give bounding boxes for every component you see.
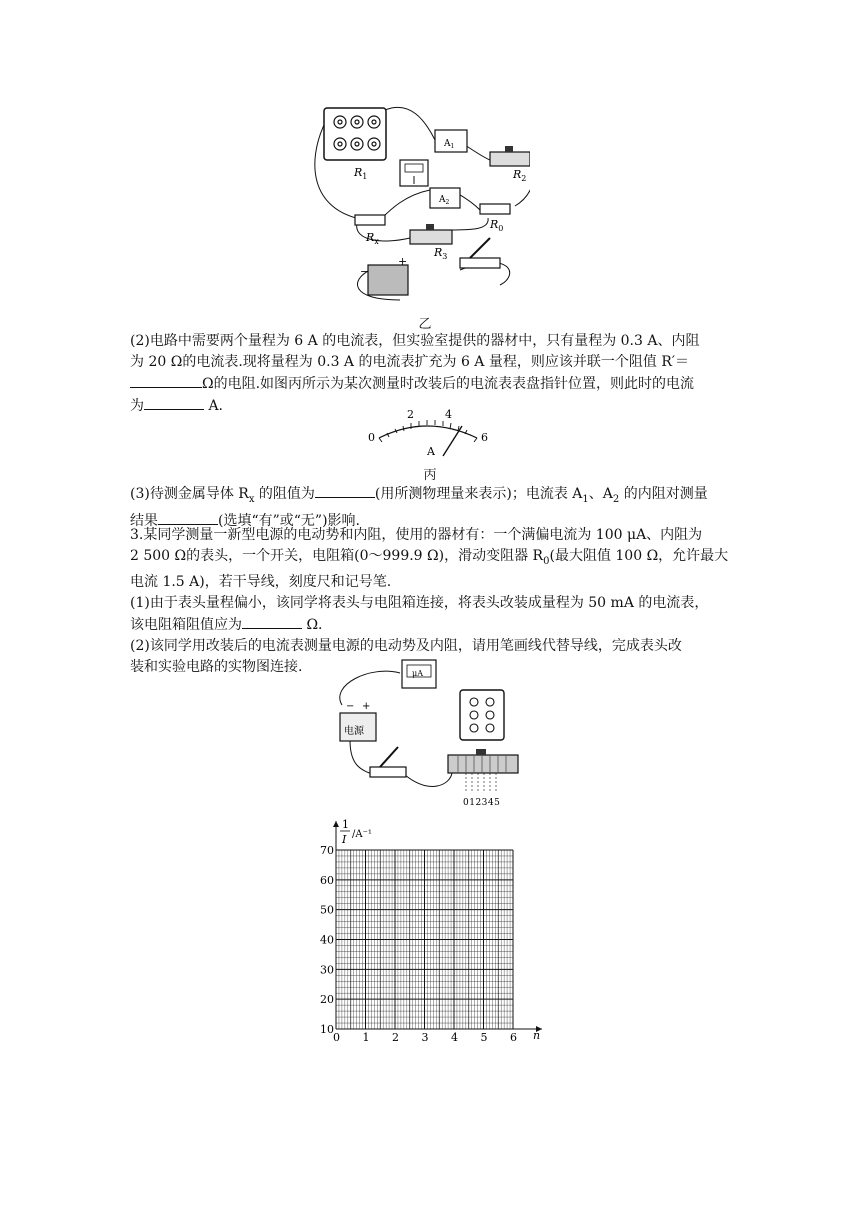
chart-grid	[336, 850, 513, 1029]
answer-blank-resistance[interactable]	[130, 373, 202, 388]
rheostat-scale-label: 012345	[463, 798, 501, 808]
resistor-r0	[480, 204, 510, 214]
x-axis-label: n	[533, 1029, 541, 1042]
p3-line-7: 装和实验电路的实物图连接.	[130, 658, 303, 675]
label-r2: $R_2$	[513, 168, 527, 183]
label-a2: $A_2$	[439, 195, 450, 206]
q2-line-1: (2)电路中需要两个量程为 6 A 的电流表，但实验室提供的器材中，只有量程为 0.3 A、内阻	[130, 333, 700, 349]
dial-needle	[443, 426, 462, 456]
y-axis-label-unit: /A⁻¹	[352, 829, 372, 840]
power-source-label: 电源	[344, 726, 364, 737]
circuit-figure-2	[330, 655, 530, 813]
circuit-figure-yi	[310, 100, 530, 320]
dial-tick-0: 0	[368, 431, 375, 444]
label-r3: $R_3$	[434, 246, 448, 261]
p3-line-4: (1)由于表头量程偏小，该同学将表头与电阻箱连接，将表头改装成量程为 50 mA 的电流表，	[130, 594, 709, 611]
chart-axes	[333, 821, 542, 1032]
q2-line-3: Ω的电阻.如图丙所示为某次测量时改装后的电流表表盘指针位置，则此时的电流	[130, 373, 735, 395]
q3-line-1: (3)待测金属导体 $R_x$ 的阻值为 (用所测物理量来表示)；电流表 $A_1$、$A_2$ 的内阻对测量	[130, 483, 735, 510]
label-a1: $A_1$	[444, 139, 455, 150]
answer-blank-box-resistance[interactable]	[242, 614, 302, 629]
battery-plus-label: +	[398, 255, 408, 268]
x-tick-label: 5	[480, 1031, 488, 1044]
answer-blank-current[interactable]	[144, 395, 204, 410]
rheostat-r3	[410, 230, 452, 244]
y-tick-label: 40	[320, 933, 334, 947]
figure-yi-caption: 乙	[418, 317, 432, 332]
microammeter-label: μA	[412, 669, 423, 678]
y-tick-label: 20	[320, 993, 334, 1007]
dial-tick-2: 2	[407, 408, 414, 421]
resistance-box	[460, 690, 504, 740]
y-tick-label: 50	[320, 903, 334, 917]
switch-2	[370, 767, 406, 777]
p3-line-6: (2)该同学用改装后的电流表测量电源的电动势及内阻，请用笔画线代替导线，完成表头改	[130, 637, 682, 654]
label-r0: $R_0$	[490, 218, 504, 233]
ammeter-dial-bing	[365, 408, 495, 468]
x-tick-label: 3	[421, 1031, 429, 1044]
dial-tick-4: 4	[445, 408, 452, 421]
answer-blank-rx[interactable]	[315, 483, 375, 498]
y-tick-label: 10	[320, 1023, 334, 1036]
x-tick-label: 4	[451, 1031, 458, 1044]
y-axis-label-denominator: I	[342, 833, 347, 846]
y-axis-arrow	[333, 821, 339, 827]
rheostat-r2	[490, 152, 530, 166]
q2-line-2: 为 20 Ω的电流表.现将量程为 0.3 A 的电流表扩充为 6 A 量程，则应该并联一个阻值 R′＝	[130, 354, 690, 370]
y-tick-label: 60	[320, 873, 334, 887]
x-tick-label: 6	[510, 1031, 517, 1044]
p3-line-1: 3.某同学测量一新型电源的电动势和内阻，使用的器材有：一个满偏电流为 100 μA、内阻为	[130, 527, 703, 543]
inverse-current-vs-n-chart	[300, 815, 560, 1047]
y-tick-label: 70	[320, 844, 334, 857]
y-axis-label-numerator: 1	[342, 818, 349, 831]
x-tick-label: 1	[362, 1031, 370, 1044]
x-tick-label: 0	[333, 1031, 340, 1044]
dial-unit: A	[427, 445, 435, 458]
battery-minus-label: −	[360, 265, 370, 278]
dial-tick-6: 6	[481, 431, 488, 444]
battery	[368, 265, 408, 295]
figure-bing-caption: 丙	[423, 468, 437, 483]
p3-line-3: 电流 1.5 A)，若干导线，刻度尺和记号笔.	[130, 573, 392, 590]
label-r1: $R_1$	[354, 166, 368, 181]
answer-blank-effect[interactable]	[158, 510, 218, 525]
slide-rheostat	[448, 755, 518, 773]
source-plus-label: +	[362, 701, 371, 712]
source-minus-label: −	[346, 701, 355, 712]
switch	[460, 258, 500, 268]
question-2	[130, 331, 735, 417]
x-tick-label: 2	[392, 1031, 399, 1044]
label-rx: $R_x$	[366, 231, 379, 246]
q3-line-2: 结果 (选填“有”或“无”)影响.	[130, 510, 735, 532]
q2-line-4: 为 A.	[130, 395, 735, 417]
p3-line-5: 该电阻箱阻值应为 Ω.	[130, 614, 735, 636]
p3-line-2: 2 500 Ω的表头，一个开关，电阻箱(0～999.9 Ω)，滑动变阻器 $R_0$(最大阻值 100 Ω，允许最大	[130, 548, 729, 567]
y-tick-label: 30	[320, 963, 334, 977]
resistor-rx	[355, 215, 385, 225]
